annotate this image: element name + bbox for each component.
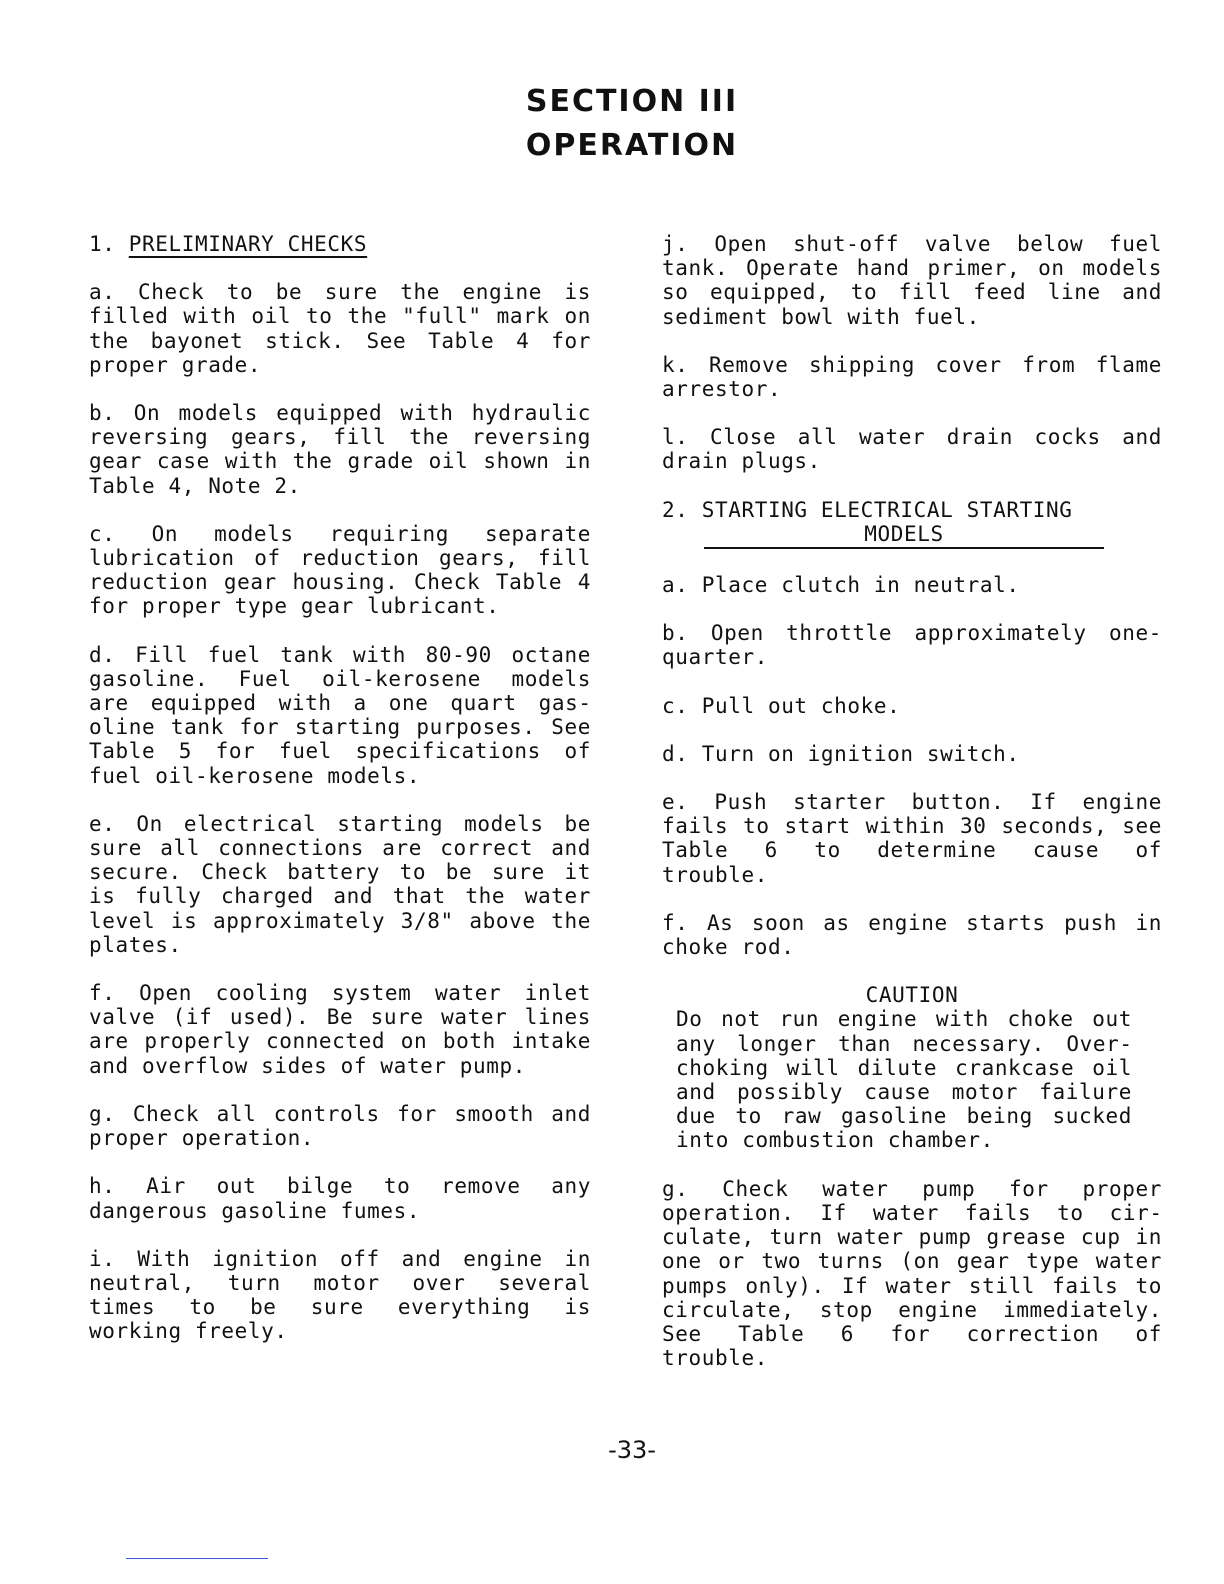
heading-number: 1. [89,232,116,256]
paragraph-2c: c. Pull out choke. [662,693,901,718]
heading-line-1: 2. STARTING ELECTRICAL STARTING [662,497,1073,522]
paragraph-2d: d. Turn on ignition switch. [662,741,1020,766]
left-column [89,232,591,1368]
paragraph-1i: i. With ignition off and engine in neutral, turn motor over several times to be sure everything is working freely. [89,1246,591,1344]
heading-preliminary-checks [89,232,591,256]
section-label: SECTION III [525,84,739,119]
heading-line-2: MODELS [704,522,1104,549]
paragraph-2b: b. Open throttle approximately one-quarter. [662,621,1162,670]
right-column [662,232,1162,1394]
paragraph-1f: f. Open cooling system water inlet valve (if used). Be sure water lines are properly connected on both intake and overflow sides of water pump. [89,981,591,1078]
paragraph-1b: b. On models equipped with hydraulic reversing gears, fill the reversing gear case with the grade oil shown in Table 4, Note 2. [89,401,591,498]
paragraph-1h: h. Air out bilge to remove any dangerous gasoline fumes. [89,1174,591,1223]
page-header [0,80,1224,168]
heading-starting-electrical [662,498,1162,549]
paragraph-2f: f. As soon as engine starts push in choke rod. [662,910,1162,960]
paragraph-1e: e. On electrical starting models be sure all connections are correct and secure. Check battery to be sure it is fully charged and that the water level is approximately 3/8" above the plates. [89,811,591,957]
paragraph-1g: g. Check all controls for smooth and proper operation. [89,1101,591,1151]
paragraph-2g: g. Check water pump for proper operation. If water fails to circulate, turn water pump grease cup in one or two turns (on gear type water pumps only). If water still fails to circulate, stop engine immediately. See Table 6 for correction of trouble. [662,1176,1162,1371]
paragraph-1l: l. Close all water drain cocks and drain plugs. [662,425,1162,474]
margin-line [126,1558,268,1559]
paragraph-1a: a. Check to be sure the engine is filled with oil to the "full" mark on the bayonet stick. See Table 4 for proper grade. [89,280,591,377]
caution-title: CAUTION [865,983,959,1008]
paragraph-1k: k. Remove shipping cover from flame arrestor. [662,352,1162,402]
page-number: -33- [608,1436,656,1464]
caution-block [662,983,1162,1152]
paragraph-2e: e. Push starter button. If engine fails to start within 30 seconds, see Table 6 to determine cause of trouble. [662,790,1162,887]
heading-title: PRELIMINARY CHECKS [128,232,368,256]
caution-text: Do not run engine with choke out any longer than necessary. Overchoking will dilute crankcase oil and possibly cause motor failure due to raw gasoline being sucked into combustion chamber. [676,1007,1132,1153]
paragraph-1c: c. On models requiring separate lubrication of reduction gears, fill reduction gear housing. Check Table 4 for proper type gear lubricant. [89,521,591,619]
paragraph-2a: a. Place clutch in neutral. [662,573,1020,598]
paragraph-1d: d. Fill fuel tank with 80-90 octane gasoline. Fuel oil-kerosene models are equipped with a one quart gasoline tank for starting purposes. See Table 5 for fuel specifications of fuel oil-kerosene models. [89,642,591,788]
paragraph-1j: j. Open shut-off valve below fuel tank. Operate hand primer, on models so equipped, to fill feed line and sediment bowl with fuel. [662,232,1162,329]
page-title: OPERATION [525,128,739,163]
